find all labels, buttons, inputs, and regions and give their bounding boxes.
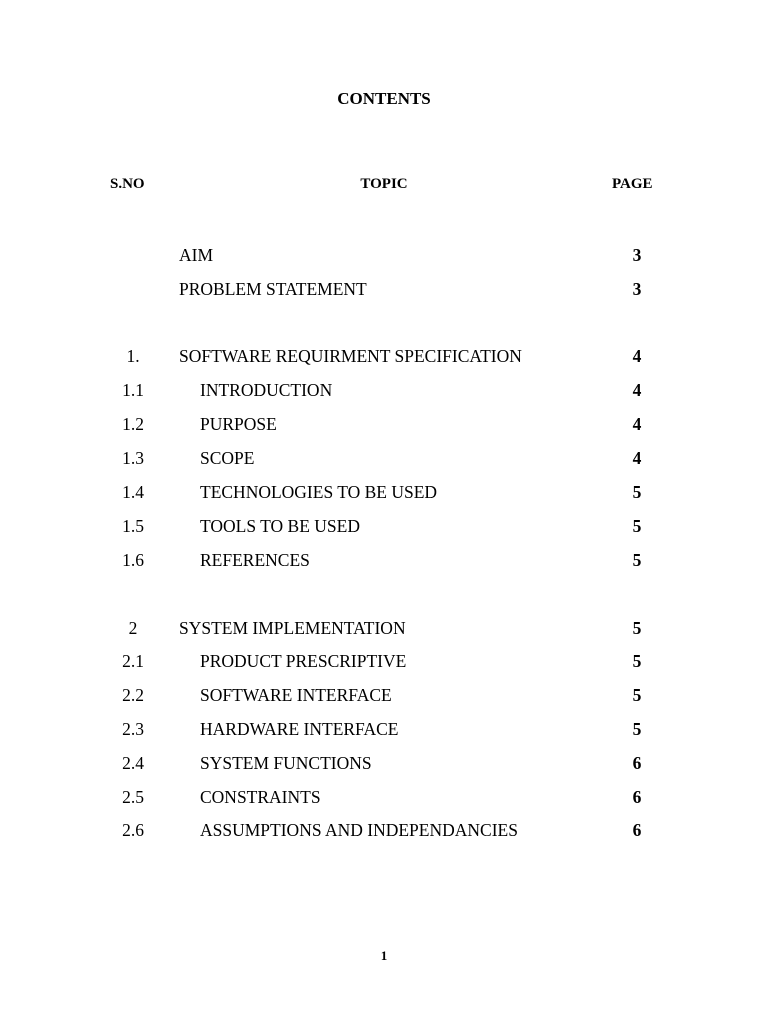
- toc-entry-references: [0, 548, 768, 572]
- toc-entry-page: 5: [632, 482, 642, 502]
- toc-entry-system-implementation: [0, 616, 768, 640]
- toc-entry-topic: AIM: [179, 245, 214, 265]
- toc-entry-page: 5: [632, 550, 642, 570]
- toc-entry-number: 1.: [126, 346, 140, 366]
- toc-entry-topic: PRODUCT PRESCRIPTIVE: [200, 651, 407, 671]
- toc-entry-topic: SCOPE: [200, 448, 255, 468]
- column-header-sno: S.NO: [110, 176, 145, 192]
- page-number: 1: [380, 948, 388, 963]
- toc-entry-page: 5: [632, 685, 642, 705]
- toc-entry-assumptions: [0, 818, 768, 842]
- toc-entry-topic: HARDWARE INTERFACE: [200, 719, 399, 739]
- toc-entry-topic: PURPOSE: [200, 414, 277, 434]
- toc-entry-topic: SOFTWARE INTERFACE: [200, 685, 392, 705]
- toc-entry-aim: [0, 243, 768, 267]
- column-header-topic: TOPIC: [360, 176, 408, 192]
- toc-entry-page: 5: [632, 618, 642, 638]
- toc-entry-number: 1.5: [122, 516, 144, 536]
- toc-entry-software-interface: [0, 683, 768, 707]
- toc-entry-technologies: [0, 480, 768, 504]
- toc-entry-system-functions: [0, 751, 768, 775]
- toc-entry-page: 3: [632, 245, 642, 265]
- toc-entry-constraints: [0, 785, 768, 809]
- toc-entry-page: 5: [632, 719, 642, 739]
- toc-entry-number: 2: [128, 618, 138, 638]
- toc-entry-number: 2.2: [122, 685, 144, 705]
- toc-entry-page: 4: [632, 380, 642, 400]
- toc-entry-purpose: [0, 412, 768, 436]
- toc-entry-page: 4: [632, 414, 642, 434]
- toc-entry-introduction: [0, 378, 768, 402]
- toc-entry-problem-statement: [0, 277, 768, 301]
- toc-entry-page: 5: [632, 651, 642, 671]
- toc-entry-page: 3: [632, 279, 642, 299]
- toc-entry-number: 2.4: [122, 753, 144, 773]
- toc-entry-srs: [0, 344, 768, 368]
- toc-entry-page: 4: [632, 448, 642, 468]
- toc-entry-number: 1.6: [122, 550, 144, 570]
- toc-entry-page: 5: [632, 516, 642, 536]
- column-header-page: PAGE: [612, 176, 653, 192]
- toc-entry-scope: [0, 446, 768, 470]
- toc-entry-number: 1.2: [122, 414, 144, 434]
- toc-entry-number: 1.1: [122, 380, 144, 400]
- toc-entry-topic: TECHNOLOGIES TO BE USED: [200, 482, 438, 502]
- toc-entry-page: 6: [632, 753, 642, 773]
- toc-entry-page: 6: [632, 820, 642, 840]
- toc-entry-topic: CONSTRAINTS: [200, 787, 321, 807]
- toc-entry-topic: SYSTEM IMPLEMENTATION: [179, 618, 406, 638]
- toc-entry-number: 2.6: [122, 820, 144, 840]
- toc-entry-hardware-interface: [0, 717, 768, 741]
- document-title: CONTENTS: [337, 89, 431, 108]
- toc-entry-topic: SOFTWARE REQUIRMENT SPECIFICATION: [179, 346, 522, 366]
- toc-entry-topic: TOOLS TO BE USED: [200, 516, 360, 536]
- toc-entry-page: 4: [632, 346, 642, 366]
- toc-entry-number: 1.4: [122, 482, 144, 502]
- toc-entry-number: 2.1: [122, 651, 144, 671]
- toc-entry-tools: [0, 514, 768, 538]
- toc-entry-number: 2.5: [122, 787, 144, 807]
- toc-entry-topic: PROBLEM STATEMENT: [179, 279, 367, 299]
- toc-entry-number: 2.3: [122, 719, 144, 739]
- toc-entry-topic: REFERENCES: [200, 550, 310, 570]
- toc-entry-topic: SYSTEM FUNCTIONS: [200, 753, 372, 773]
- toc-entry-page: 6: [632, 787, 642, 807]
- toc-entry-topic: INTRODUCTION: [200, 380, 333, 400]
- toc-entry-topic: ASSUMPTIONS AND INDEPENDANCIES: [200, 820, 518, 840]
- toc-entry-number: 1.3: [122, 448, 144, 468]
- toc-entry-product-prescriptive: [0, 649, 768, 673]
